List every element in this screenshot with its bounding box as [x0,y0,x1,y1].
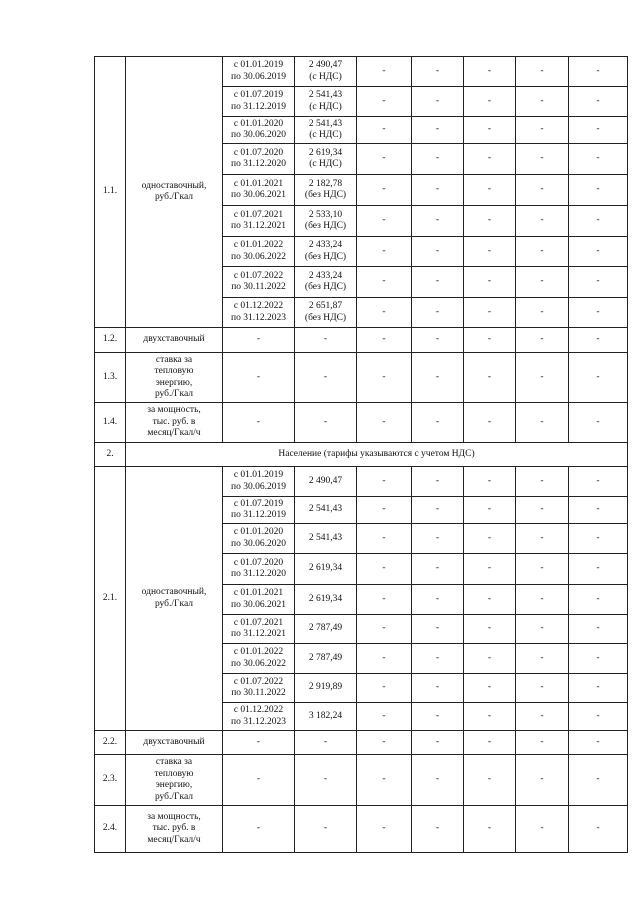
tariff-value: 2 490,47 (с НДС) [295,57,357,87]
empty-value-cell: - [569,144,628,175]
empty-value-cell: - [295,328,357,353]
empty-value-cell: - [357,117,412,144]
empty-value-cell: - [516,175,569,206]
period-cell: с 01.07.2022 по 30.11.2022 [223,674,295,703]
empty-value-cell: - [412,298,464,328]
empty-value-cell: - [516,206,569,237]
row-number: 2.1. [95,467,126,731]
empty-value-cell: - [464,615,516,644]
empty-value-cell: - [357,585,412,615]
empty-value-cell: - [516,674,569,703]
tariff-value: 2 541,43 (с НДС) [295,117,357,144]
period-cell: с 01.01.2021 по 30.06.2021 [223,175,295,206]
empty-value-cell: - [464,524,516,554]
empty-value-cell: - [464,206,516,237]
empty-value-cell: - [412,806,464,853]
tariff-value: 2 490,47 [295,467,357,497]
empty-value-cell: - [516,731,569,755]
indicator-name: ставка за тепловую энергию, руб./Гкал [126,353,223,403]
empty-value-cell: - [516,87,569,117]
tariff-value: 2 919,89 [295,674,357,703]
table-row [95,57,628,87]
empty-value-cell: - [464,497,516,524]
empty-value-cell: - [357,206,412,237]
tariff-value: 2 651,87 (без НДС) [295,298,357,328]
empty-value-cell: - [412,353,464,403]
empty-value-cell: - [464,267,516,298]
empty-value-cell: - [569,755,628,806]
empty-value-cell: - [223,755,295,806]
empty-value-cell: - [357,144,412,175]
empty-value-cell: - [223,328,295,353]
empty-value-cell: - [412,731,464,755]
row-number: 1.2. [95,328,126,353]
tariff-value: 2 619,34 (с НДС) [295,144,357,175]
empty-value-cell: - [464,117,516,144]
empty-value-cell: - [464,806,516,853]
empty-value-cell: - [464,403,516,443]
period-cell: с 01.07.2020 по 31.12.2020 [223,144,295,175]
empty-value-cell: - [464,328,516,353]
period-cell: с 01.07.2020 по 31.12.2020 [223,554,295,585]
section-row [95,443,628,467]
tariff-value: 2 433,24 (без НДС) [295,237,357,267]
table-row [95,403,628,443]
period-cell: с 01.01.2019 по 30.06.2019 [223,57,295,87]
indicator-name: за мощность, тыс. руб. в месяц/Гкал/ч [126,403,223,443]
empty-value-cell: - [569,267,628,298]
empty-value-cell: - [569,674,628,703]
empty-value-cell: - [357,497,412,524]
empty-value-cell: - [223,403,295,443]
period-cell: с 01.07.2019 по 31.12.2019 [223,497,295,524]
empty-value-cell: - [357,87,412,117]
empty-value-cell: - [412,87,464,117]
empty-value-cell: - [516,497,569,524]
row-number: 2.4. [95,806,126,853]
indicator-name: одноставочный, руб./Гкал [126,467,223,731]
period-cell: с 01.07.2022 по 30.11.2022 [223,267,295,298]
empty-value-cell: - [464,144,516,175]
empty-value-cell: - [357,298,412,328]
empty-value-cell: - [223,806,295,853]
empty-value-cell: - [464,467,516,497]
empty-value-cell: - [569,328,628,353]
empty-value-cell: - [516,353,569,403]
empty-value-cell: - [295,806,357,853]
empty-value-cell: - [357,237,412,267]
empty-value-cell: - [357,403,412,443]
empty-value-cell: - [569,467,628,497]
tariff-value: 2 787,49 [295,615,357,644]
empty-value-cell: - [357,806,412,853]
empty-value-cell: - [357,644,412,674]
empty-value-cell: - [412,267,464,298]
empty-value-cell: - [569,806,628,853]
empty-value-cell: - [412,644,464,674]
empty-value-cell: - [464,87,516,117]
table-row [95,755,628,806]
empty-value-cell: - [295,353,357,403]
empty-value-cell: - [516,755,569,806]
period-cell: с 01.01.2022 по 30.06.2022 [223,237,295,267]
empty-value-cell: - [412,117,464,144]
empty-value-cell: - [412,206,464,237]
empty-value-cell: - [357,267,412,298]
empty-value-cell: - [357,57,412,87]
empty-value-cell: - [412,497,464,524]
empty-value-cell: - [357,703,412,731]
empty-value-cell: - [223,731,295,755]
tariff-value: 2 433,24 (без НДС) [295,267,357,298]
tariff-value: 2 619,34 [295,554,357,585]
period-cell: с 01.01.2020 по 30.06.2020 [223,524,295,554]
row-number: 2.3. [95,755,126,806]
period-cell: с 01.01.2022 по 30.06.2022 [223,644,295,674]
empty-value-cell: - [357,674,412,703]
tariff-value: 2 182,78 (без НДС) [295,175,357,206]
empty-value-cell: - [569,57,628,87]
indicator-name: одноставочный, руб./Гкал [126,57,223,328]
empty-value-cell: - [357,731,412,755]
empty-value-cell: - [412,585,464,615]
empty-value-cell: - [412,467,464,497]
empty-value-cell: - [464,57,516,87]
empty-value-cell: - [569,731,628,755]
empty-value-cell: - [569,87,628,117]
empty-value-cell: - [569,644,628,674]
empty-value-cell: - [569,117,628,144]
empty-value-cell: - [412,144,464,175]
empty-value-cell: - [357,554,412,585]
empty-value-cell: - [516,585,569,615]
empty-value-cell: - [357,467,412,497]
empty-value-cell: - [223,353,295,403]
empty-value-cell: - [569,585,628,615]
empty-value-cell: - [295,755,357,806]
empty-value-cell: - [412,554,464,585]
section-title: Население (тарифы указываются с учетом НДС) [126,443,628,467]
empty-value-cell: - [516,403,569,443]
indicator-name: ставка за тепловую энергию, руб./Гкал [126,755,223,806]
empty-value-cell: - [516,806,569,853]
period-cell: с 01.07.2021 по 31.12.2021 [223,615,295,644]
period-cell: с 01.07.2021 по 31.12.2021 [223,206,295,237]
table-row [95,731,628,755]
empty-value-cell: - [516,703,569,731]
document-page [94,56,627,853]
empty-value-cell: - [516,237,569,267]
empty-value-cell: - [412,703,464,731]
empty-value-cell: - [464,585,516,615]
empty-value-cell: - [516,144,569,175]
indicator-name: двухставочный [126,731,223,755]
empty-value-cell: - [569,703,628,731]
empty-value-cell: - [569,554,628,585]
period-cell: с 01.01.2020 по 30.06.2020 [223,117,295,144]
table-row [95,328,628,353]
empty-value-cell: - [569,615,628,644]
indicator-name: за мощность, тыс. руб. в месяц/Гкал/ч [126,806,223,853]
empty-value-cell: - [516,467,569,497]
tariff-value: 2 541,43 (с НДС) [295,87,357,117]
empty-value-cell: - [569,524,628,554]
empty-value-cell: - [516,267,569,298]
empty-value-cell: - [516,524,569,554]
empty-value-cell: - [464,298,516,328]
empty-value-cell: - [569,497,628,524]
empty-value-cell: - [357,175,412,206]
empty-value-cell: - [516,615,569,644]
table-row [95,467,628,497]
period-cell: с 01.07.2019 по 31.12.2019 [223,87,295,117]
empty-value-cell: - [464,731,516,755]
empty-value-cell: - [516,57,569,87]
period-cell: с 01.12.2022 по 31.12.2023 [223,703,295,731]
tariff-value: 2 787,49 [295,644,357,674]
tariff-value: 2 533,10 (без НДС) [295,206,357,237]
row-number: 2.2. [95,731,126,755]
empty-value-cell: - [357,755,412,806]
empty-value-cell: - [569,353,628,403]
empty-value-cell: - [412,175,464,206]
period-cell: с 01.12.2022 по 31.12.2023 [223,298,295,328]
empty-value-cell: - [464,703,516,731]
empty-value-cell: - [516,117,569,144]
row-number: 1.3. [95,353,126,403]
empty-value-cell: - [464,644,516,674]
row-number: 1.1. [95,57,126,328]
empty-value-cell: - [464,554,516,585]
empty-value-cell: - [412,328,464,353]
empty-value-cell: - [412,524,464,554]
empty-value-cell: - [412,755,464,806]
empty-value-cell: - [412,615,464,644]
empty-value-cell: - [357,353,412,403]
tariff-value: 2 619,34 [295,585,357,615]
period-cell: с 01.01.2019 по 30.06.2019 [223,467,295,497]
empty-value-cell: - [464,175,516,206]
empty-value-cell: - [412,674,464,703]
empty-value-cell: - [357,328,412,353]
period-cell: с 01.01.2021 по 30.06.2021 [223,585,295,615]
empty-value-cell: - [569,206,628,237]
empty-value-cell: - [516,644,569,674]
empty-value-cell: - [412,237,464,267]
tariff-table [94,56,628,853]
empty-value-cell: - [464,755,516,806]
empty-value-cell: - [516,328,569,353]
empty-value-cell: - [569,237,628,267]
empty-value-cell: - [412,57,464,87]
row-number: 1.4. [95,403,126,443]
indicator-name: двухставочный [126,328,223,353]
empty-value-cell: - [464,237,516,267]
empty-value-cell: - [412,403,464,443]
table-row [95,806,628,853]
empty-value-cell: - [295,731,357,755]
empty-value-cell: - [464,674,516,703]
table-row [95,353,628,403]
empty-value-cell: - [464,353,516,403]
empty-value-cell: - [357,615,412,644]
empty-value-cell: - [357,524,412,554]
tariff-value: 2 541,43 [295,497,357,524]
empty-value-cell: - [516,554,569,585]
empty-value-cell: - [569,175,628,206]
tariff-value: 2 541,43 [295,524,357,554]
empty-value-cell: - [569,403,628,443]
empty-value-cell: - [516,298,569,328]
tariff-value: 3 182,24 [295,703,357,731]
section-number: 2. [95,443,126,467]
empty-value-cell: - [295,403,357,443]
empty-value-cell: - [569,298,628,328]
